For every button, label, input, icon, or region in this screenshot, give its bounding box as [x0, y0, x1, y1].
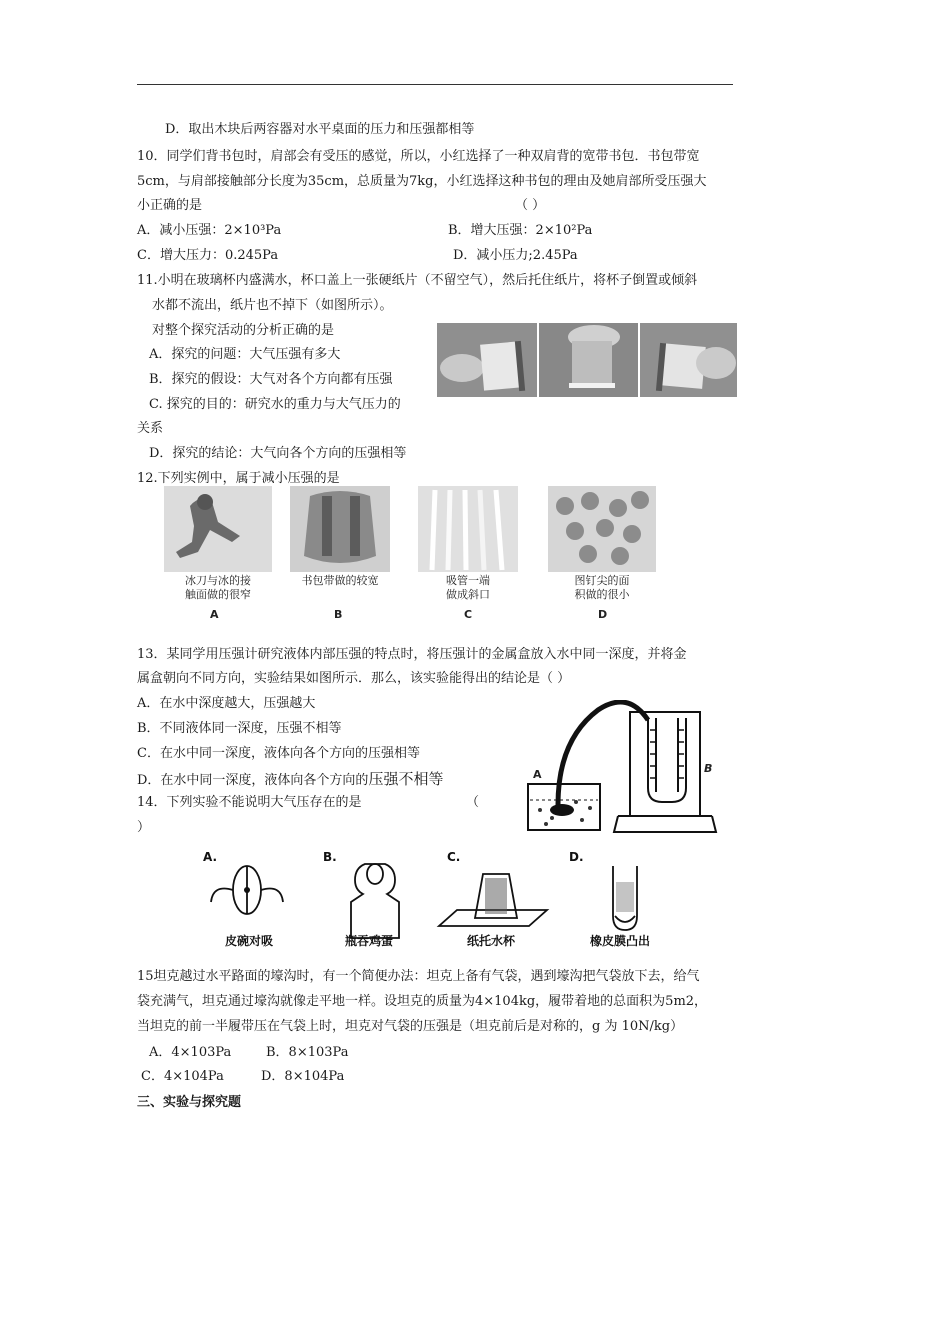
q10-stem-line3: 小正确的是: [137, 198, 203, 213]
q11-stem-line1: 11.小明在玻璃杯内盛满水，杯口盖上一张硬纸片（不留空气），然后托住纸片，将杯子倒置或倾斜: [137, 273, 698, 288]
q13-option-b: B．不同液体同一深度，压强不相等: [137, 721, 342, 736]
q15-stem-line1: 15坦克越过水平路面的壕沟时，有一个简便办法：坦克上备有气袋，遇到壕沟把气袋放下去，给气: [137, 969, 700, 984]
q10-option-a: A．减小压强：2×10³Pa: [137, 223, 282, 238]
q12-item-c-letter: C: [464, 608, 473, 621]
q14-item-a-letter: A.: [203, 850, 218, 864]
q12-item-b-letter: B: [334, 608, 343, 621]
q11-stem-line2: 水都不流出，纸片也不掉下（如图所示）。: [152, 298, 393, 313]
q14-paren-close: ）: [137, 820, 151, 835]
q10-option-d: D．减小压力;2.45Pa: [453, 248, 578, 263]
q14-paren-open: （: [466, 795, 480, 810]
q11-photo-tilted-right: [640, 323, 737, 397]
q14-item-c-caption: 纸托水杯: [467, 934, 516, 948]
q15-option-a: A．4×103Pa: [149, 1045, 232, 1060]
q13-label-b: B: [704, 762, 713, 775]
q13-option-a: A．在水中深度越大，压强越大: [137, 696, 316, 711]
q14-item-b-letter: B.: [323, 850, 337, 864]
q13-stem-line2: 属盒朝向不同方向，实验结果如图所示．那么，该实验能得出的结论是（ ）: [137, 671, 571, 686]
q14-figure: [195, 846, 685, 956]
q12-figure: [160, 486, 660, 622]
q11-option-c-cont: 关系: [137, 421, 164, 436]
q12-item-d-caption: 图钉尖的面 积做的很小: [574, 574, 630, 601]
q12-item-d-letter: D: [598, 608, 608, 621]
q12-item-a-caption: 冰刀与冰的接 触面做的很窄: [185, 574, 251, 601]
q11-option-d: D．探究的结论：大气向各个方向的压强相等: [149, 446, 407, 461]
q11-option-b: B．探究的假设：大气对各个方向都有压强: [149, 372, 393, 387]
q11-stem-line3: 对整个探究活动的分析正确的是: [152, 323, 335, 338]
section-heading-experiment: 三、实验与探究题: [137, 1095, 242, 1110]
q9-option-d: D．取出木块后两容器对水平桌面的压力和压强都相等: [165, 122, 475, 137]
q14-item-d-caption: 橡皮膜凸出: [590, 934, 651, 948]
q10-answer-blank: （ ）: [515, 198, 546, 213]
q10-option-b: B．增大压强：2×10²Pa: [448, 223, 593, 238]
q14-item-b-caption: 瓶吞鸡蛋: [345, 934, 394, 948]
q15-option-b: B．8×103Pa: [266, 1045, 349, 1060]
q14-item-d-letter: D.: [569, 850, 584, 864]
q12-item-a-letter: A: [210, 608, 219, 621]
q10-stem-line1: 10．同学们背书包时，肩部会有受压的感觉，所以，小红选择了一种双肩背的宽带书包．书包带宽: [137, 149, 700, 164]
q10-option-c: C．增大压力：0.245Pa: [137, 248, 279, 263]
q14-item-c-letter: C.: [447, 850, 461, 864]
q11-option-c: C. 探究的目的：研究水的重力与大气压力的: [149, 397, 401, 412]
header-rule: [137, 84, 733, 85]
q13-stem-line1: 13．某同学用压强计研究液体内部压强的特点时，将压强计的金属盒放入水中同一深度，并将金: [137, 647, 687, 662]
q12-stem: 12.下列实例中，属于减小压强的是: [137, 471, 340, 486]
q12-item-c-caption: 吸管一端 做成斜口: [446, 574, 490, 601]
q11-photo-tilted-left: [437, 323, 537, 397]
q13-label-a: A: [533, 768, 542, 781]
q11-photo-inverted: [539, 323, 638, 397]
q14-stem: 14．下列实验不能说明大气压存在的是: [137, 795, 362, 810]
q15-stem-line3: 当坦克的前一半履带压在气袋上时，坦克对气袋的压强是（坦克前后是对称的，g 为 10N/kg）: [137, 1019, 684, 1034]
q12-item-b-caption: 书包带做的较宽: [301, 574, 379, 587]
q10-stem-line2: 5cm，与肩部接触部分长度为35cm，总质量为7kg，小红选择这种书包的理由及她肩部所受压强大: [137, 174, 707, 189]
q15-option-d: D．8×104Pa: [261, 1069, 345, 1084]
q13-option-d: D．在水中同一深度，液体向各个方向的压强不相等: [137, 770, 444, 788]
q13-option-c: C．在水中同一深度，液体向各个方向的压强相等: [137, 746, 420, 761]
q14-item-a-caption: 皮碗对吸: [225, 934, 274, 948]
q13-figure: [518, 700, 728, 840]
q15-option-c: C．4×104Pa: [141, 1069, 224, 1084]
q11-option-a: A．探究的问题：大气压强有多大: [149, 347, 341, 362]
q15-stem-line2: 袋充满气，坦克通过壕沟就像走平地一样。设坦克的质量为4×104kg，履带着地的总面积为5m2，: [137, 994, 708, 1009]
